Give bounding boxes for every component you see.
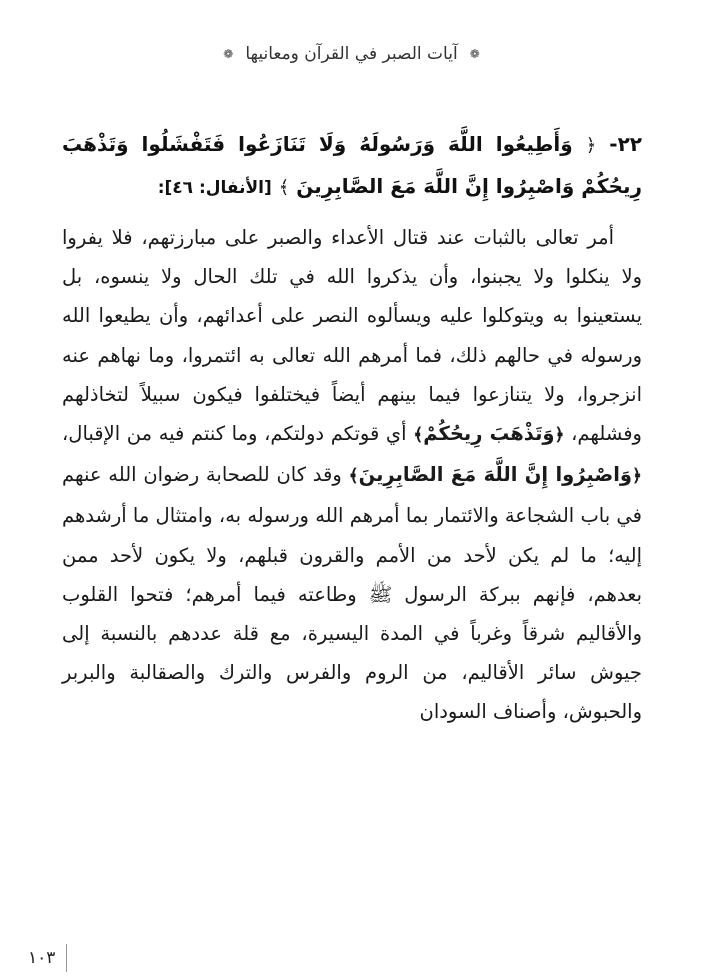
commentary-part-1: أمر تعالى بالثبات عند قتال الأعداء والصبر على مبارزتهم، فلا يفروا ولا ينكلوا ولا يجبنوا، وأن يذكروا الله في تلك الحال ولا ينسوه، بل يستعينوا به ويتوكلوا عليه ويسألوه النصر على أعدائهم، وأن يطيعوا الله ورسوله في حالهم ذلك، فما أمرهم الله تعالى به ائتمروا، وما نهاهم عنه انزجروا، ولا يتنازعوا فيما بينهم أيضاً فيختلفوا فيكون سبيلاً لتخاذلهم وفشلهم،	[62, 226, 642, 446]
verse-text: وَأَطِيعُوا اللَّهَ وَرَسُولَهُ وَلَا تَنَازَعُوا فَتَفْشَلُوا وَتَذْهَبَ رِيحُكُمْ وَاصْبِرُوا إِنَّ اللَّهَ مَعَ الصَّابِرِينَ	[62, 132, 642, 198]
quran-close-bracket: ﴾	[413, 425, 424, 446]
running-header	[0, 44, 703, 64]
quran-open-bracket: ﴿	[585, 135, 597, 156]
page-number: ١٠٣	[28, 948, 56, 968]
quran-open-bracket: ﴿	[632, 466, 643, 487]
verse-heading	[62, 124, 642, 208]
quoted-verse-2: وَاصْبِرُوا إِنَّ اللَّهَ مَعَ الصَّابِرِينَ	[358, 463, 633, 487]
ornament-icon: ❁	[469, 47, 480, 61]
ornament-icon: ❁	[223, 47, 234, 61]
quoted-verse-1: وَتَذْهَبَ رِيحُكُمْ	[423, 422, 555, 446]
verse-number: ٢٢-	[609, 132, 642, 156]
running-header-title: آيات الصبر في القرآن ومعانيها	[245, 44, 458, 64]
quran-close-bracket: ﴾	[278, 177, 290, 198]
commentary-paragraph	[62, 218, 642, 732]
verse-reference: [الأنفال: ٤٦]:	[157, 178, 272, 198]
commentary-part-3: وقد كان للصحابة رضوان الله عنهم في باب الشجاعة والائتمار بما أمرهم الله ورسوله به، وامتثال ما أرشدهم إليه؛ ما لم يكن لأحد من الأمم والقرون قبلهم، ولا يكون لأحد ممن بعدهم، فإنهم ببركة الرسول ﷺ وطاعته فيما أمرهم؛ فتحوا القلوب والأقاليم شرقاً وغرباً في المدة اليسيرة، مع قلة عددهم بالنسبة إلى جيوش سائر الأقاليم، من الروم والفرس والترك والصقالبة والبربر والحبوش، وأصناف السودان	[62, 463, 642, 724]
commentary-part-2: أي قوتكم دولتكم، وما كنتم فيه من الإقبال،	[62, 422, 407, 446]
quran-open-bracket: ﴿	[554, 425, 565, 446]
quran-close-bracket: ﴾	[348, 466, 359, 487]
page-number-divider	[66, 944, 67, 972]
